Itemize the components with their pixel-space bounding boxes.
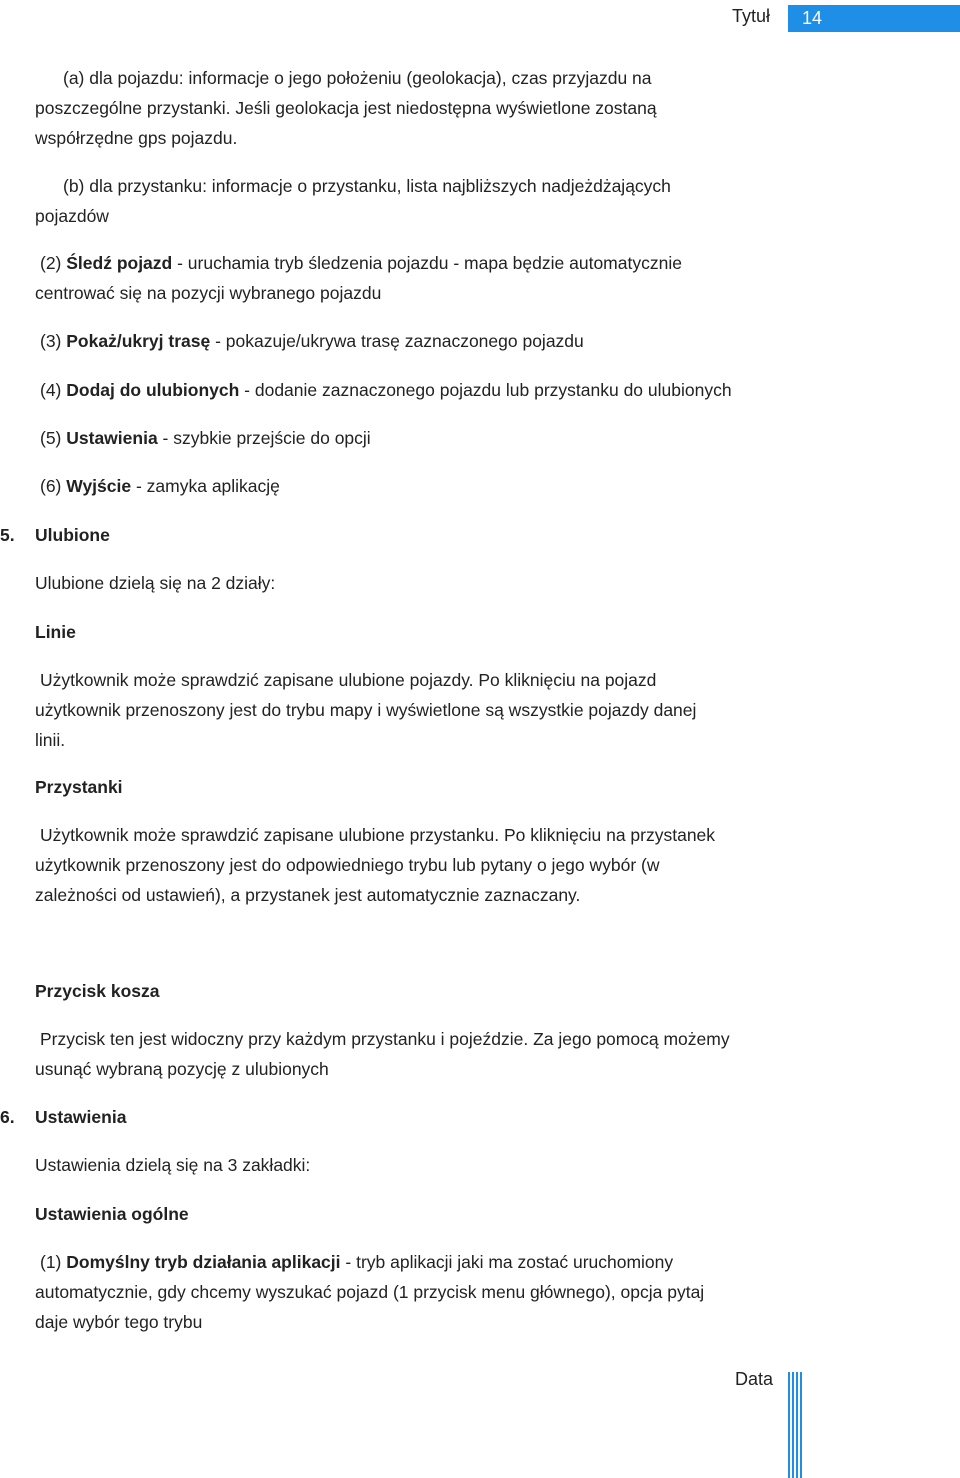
paragraph-line: pojazdów: [35, 206, 109, 226]
paragraph-line: Przycisk ten jest widoczny przy każdym przystanku i pojeździe. Za jego pomocą możemy: [40, 1029, 730, 1049]
item-description: - zamyka aplikację: [131, 476, 280, 496]
list-item-add-favorites: [35, 375, 835, 405]
subheading-text: Ustawienia ogólne: [35, 1204, 189, 1224]
settings-intro: [35, 1150, 835, 1180]
footer-bar: [800, 1372, 802, 1478]
footer-bar: [792, 1372, 794, 1478]
paragraph-line: linii.: [35, 730, 66, 750]
item-bold-label: Śledź pojazd: [66, 253, 173, 273]
subheading-general-settings: [35, 1199, 835, 1229]
paragraph-b: [35, 171, 835, 231]
favorites-intro: [35, 568, 835, 598]
item-bold-label: Ustawienia: [66, 428, 158, 448]
list-item-exit: [35, 471, 835, 501]
item-prefix: (1): [40, 1252, 67, 1272]
item-bold-label: Dodaj do ulubionych: [66, 380, 240, 400]
paragraph-line: zależności od ustawień), a przystanek jest automatycznie zaznaczany.: [35, 885, 581, 905]
item-description: - pokazuje/ukrywa trasę zaznaczonego pojazdu: [210, 331, 584, 351]
paragraph-line: Użytkownik może sprawdzić zapisane ulubione przystanku. Po kliknięciu na przystanek: [40, 825, 716, 845]
list-item-track-vehicle: [35, 248, 835, 308]
footer-decorative-bars: [788, 1372, 804, 1478]
page-number: 14: [802, 8, 823, 28]
subheading-text: Przycisk kosza: [35, 981, 160, 1001]
list-item-default-mode: [35, 1247, 835, 1337]
header-title: Tytuł: [732, 6, 771, 26]
paragraph-line: centrować się na pozycji wybranego pojazdu: [35, 283, 382, 303]
item-bold-label: Domyślny tryb działania aplikacji: [66, 1252, 341, 1272]
section-title: Ulubione: [35, 525, 110, 545]
section-title: Ustawienia: [35, 1107, 127, 1127]
section-number: 6.: [0, 1107, 15, 1127]
subheading-text: Przystanki: [35, 777, 123, 797]
paragraph-line: usunąć wybraną pozycję z ulubionych: [35, 1059, 329, 1079]
item-prefix: (6): [40, 476, 67, 496]
paragraph-line: Ulubione dzielą się na 2 działy:: [35, 573, 276, 593]
item-description: - szybkie przejście do opcji: [157, 428, 371, 448]
paragraph-stops: [35, 820, 835, 910]
paragraph-line: daje wybór tego trybu: [35, 1312, 203, 1332]
paragraph-line: automatycznie, gdy chcemy wyszukać pojazd (1 przycisk menu głównego), opcja pytaj: [35, 1282, 705, 1302]
footer-bar: [796, 1372, 798, 1478]
paragraph-line: (a) dla pojazdu: informacje o jego położeniu (geolokacja), czas przyjazdu na: [63, 68, 652, 88]
subheading-stops: [35, 772, 835, 802]
item-prefix: (2): [40, 253, 67, 273]
paragraph-line: Ustawienia dzielą się na 3 zakładki:: [35, 1155, 311, 1175]
subheading-trash-button: [35, 976, 835, 1006]
paragraph-line: (b) dla przystanku: informacje o przystanku, lista najbliższych nadjeżdżających: [63, 176, 671, 196]
paragraph-line: użytkownik przenoszony jest do odpowiedniego trybu lub pytany o jego wybór (w: [35, 855, 660, 875]
section-number: 5.: [0, 525, 15, 545]
paragraph-lines: [35, 665, 835, 755]
paragraph-line: Użytkownik może sprawdzić zapisane ulubione pojazdy. Po kliknięciu na pojazd: [40, 670, 657, 690]
page-number-box: [788, 5, 960, 32]
item-description: - uruchamia tryb śledzenia pojazdu - mapa będzie automatycznie: [172, 253, 682, 273]
paragraph-a: [35, 63, 835, 153]
item-bold-label: Pokaż/ukryj trasę: [66, 331, 211, 351]
paragraph-line: współrzędne gps pojazdu.: [35, 128, 238, 148]
item-description: - dodanie zaznaczonego pojazdu lub przystanku do ulubionych: [239, 380, 732, 400]
subheading-lines: [35, 617, 835, 647]
paragraph-line: użytkownik przenoszony jest do trybu mapy i wyświetlone są wszystkie pojazdy danej: [35, 700, 697, 720]
item-description: - tryb aplikacji jaki ma zostać uruchomiony: [340, 1252, 674, 1272]
item-prefix: (3): [40, 331, 67, 351]
footer-date-label: Data: [735, 1369, 774, 1389]
subheading-text: Linie: [35, 622, 76, 642]
item-prefix: (4): [40, 380, 67, 400]
item-prefix: (5): [40, 428, 67, 448]
item-bold-label: Wyjście: [66, 476, 132, 496]
list-item-settings: [35, 423, 835, 453]
footer-bar: [788, 1372, 790, 1478]
paragraph-trash-button: [35, 1024, 835, 1084]
list-item-show-hide-route: [35, 326, 835, 356]
paragraph-line: poszczególne przystanki. Jeśli geolokacja jest niedostępna wyświetlone zostaną: [35, 98, 657, 118]
